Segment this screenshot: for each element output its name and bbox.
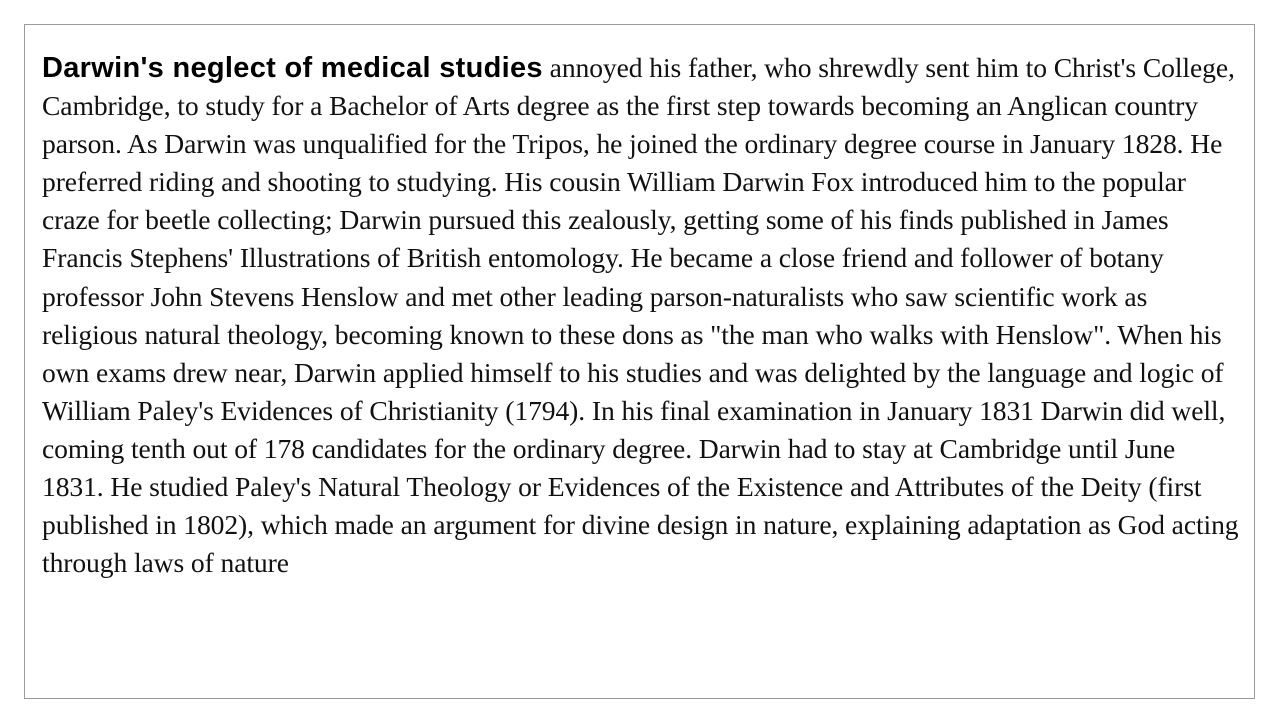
slide-text-box	[24, 24, 1255, 699]
paragraph	[42, 49, 1242, 582]
body-text: annoyed his father, who shrewdly sent him to Christ's College, Cambridge, to study for a Bachelor of Arts degree as the first step towards becoming an Anglican country parson. As Darwin was unqualified for the Tripos, he joined the ordinary degree course in January 1828. He preferred riding and shooting to studying. His cousin William Darwin Fox introduced him to the popular craze for beetle collecting; Darwin pursued this zealously, getting some of his finds published in James Francis Stephens' Illustrations of British entomology. He became a close friend and follower of botany professor John Stevens Henslow and met other leading parson-naturalists who saw scientific work as religious natural theology, becoming known to these dons as "the man who walks with Henslow". When his own exams drew near, Darwin applied himself to his studies and was delighted by the language and logic of William Paley's Evidences of Christianity (1794). In his final examination in January 1831 Darwin did well, coming tenth out of 178 candidates for the ordinary degree. Darwin had to stay at Cambridge until June 1831. He studied Paley's Natural Theology or Evidences of the Existence and Attributes of the Deity (first published in 1802), which made an argument for divine design in nature, explaining adaptation as God acting through laws of nature	[42, 52, 1239, 579]
lead-heading: Darwin's neglect of medical studies	[42, 52, 543, 84]
